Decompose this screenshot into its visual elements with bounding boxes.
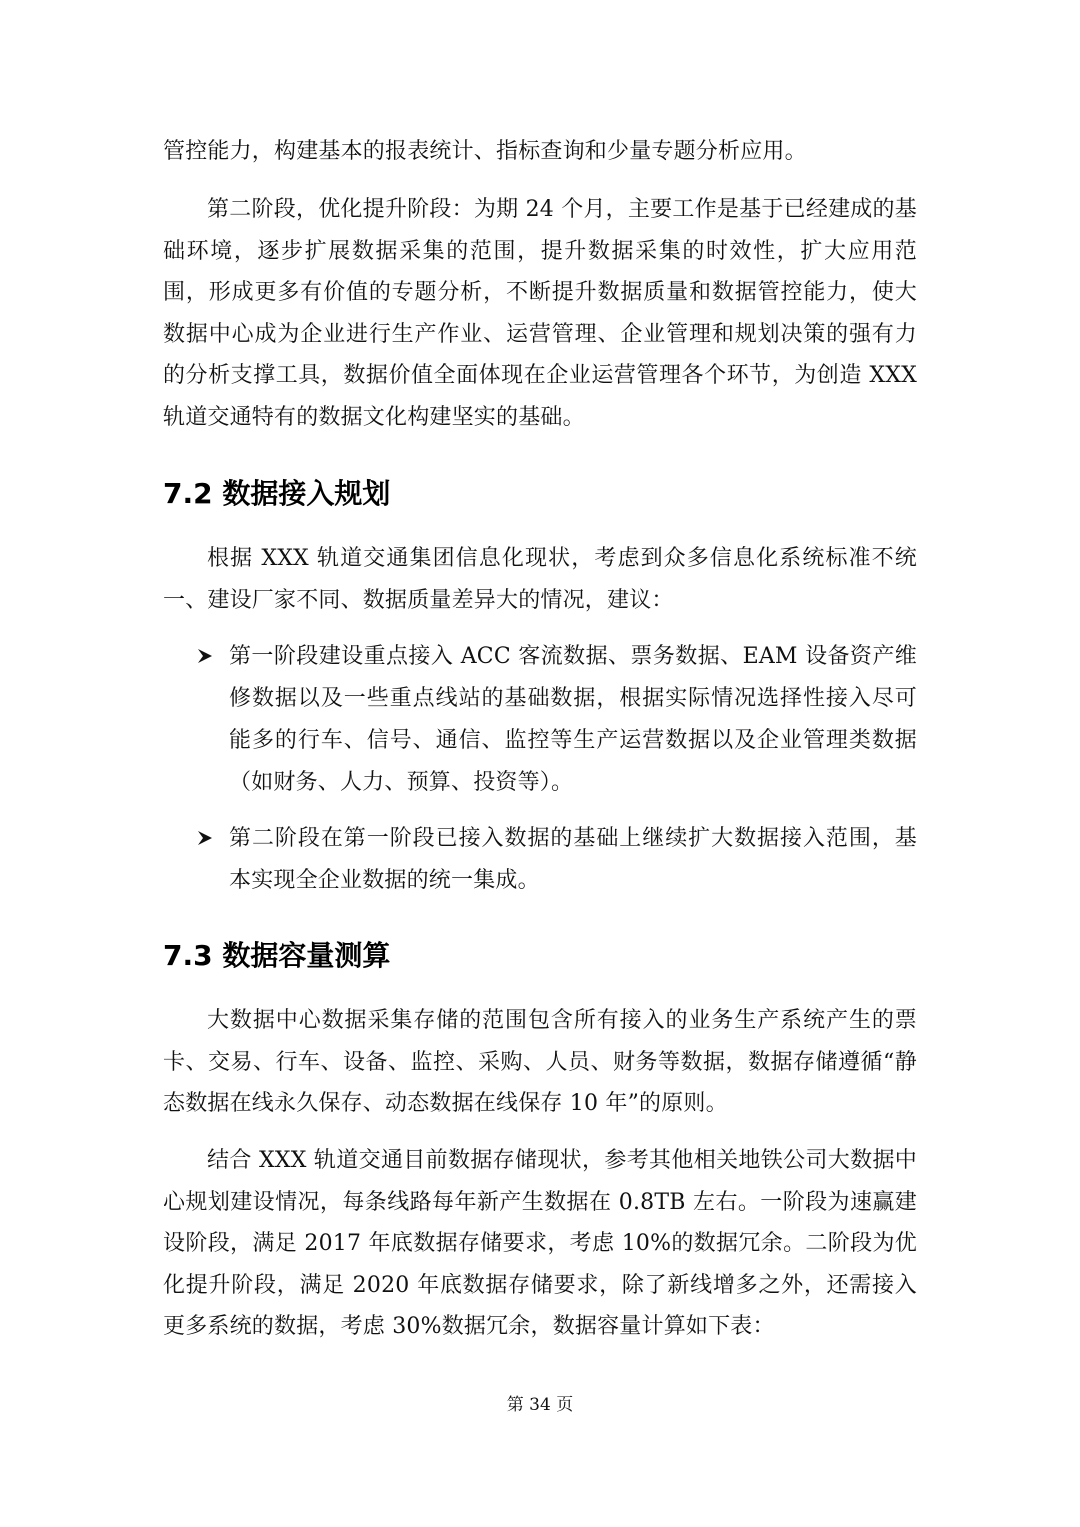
bullet-text: 第二阶段在第一阶段已接入数据的基础上继续扩大数据接入范围，基本实现全企业数据的统一集成。 [229,826,917,893]
section-heading-7-3: 7.3 数据容量测算 [163,939,391,972]
paragraph-capacity-estimate: 结合 XXX 轨道交通目前数据存储现状，参考其他相关地铁公司大数据中心规划建设情况，每条线路每年新产生数据在 0.8TB 左右。一阶段为速赢建设阶段，满足 2017 年底数据存储要求，考虑 10%的数据冗余。二阶段为优化提升阶段，满足 2020 年底数据存储要求，除了新线增多之外，还需接入更多系统的数据，考虑 30%数据冗余，数据容量计算如下表： [163,1148,917,1339]
paragraph-storage-scope: 大数据中心数据采集存储的范围包含所有接入的业务生产系统产生的票卡、交易、行车、设备、监控、采购、人员、财务等数据，数据存储遵循“静态数据在线永久保存、动态数据在线保存 10 年”的原则。 [163,1008,917,1116]
paragraph-phase-two: 第二阶段，优化提升阶段：为期 24 个月，主要工作是基于已经建成的基础环境，逐步扩展数据采集的范围，提升数据采集的时效性，扩大应用范围，形成更多有价值的专题分析，不断提升数据质量和数据管控能力，使大数据中心成为企业进行生产作业、运营管理、企业管理和规划决策的强有力的分析支撑工具，数据价值全面体现在企业运营管理各个环节，为创造 XXX 轨道交通特有的数据文化构建坚实的基础。 [163,197,917,430]
bullet-text: 第一阶段建设重点接入 ACC 客流数据、票务数据、EAM 设备资产维修数据以及一些重点线站的基础数据，根据实际情况选择性接入尽可能多的行车、信号、通信、监控等生产运营数据以及企业管理类数据（如财务、人力、预算、投资等）。 [229,644,917,795]
page-number: 第 34 页 [506,1395,574,1415]
arrow-bullet-icon [196,827,214,849]
paragraph-access-intro: 根据 XXX 轨道交通集团信息化现状，考虑到众多信息化系统标准不统一、建设厂家不同、数据质量差异大的情况，建议： [163,546,917,613]
section-heading-7-2: 7.2 数据接入规划 [163,477,391,510]
paragraph-continuation: 管控能力，构建基本的报表统计、指标查询和少量专题分析应用。 [163,139,807,164]
arrow-bullet-icon [196,645,214,667]
